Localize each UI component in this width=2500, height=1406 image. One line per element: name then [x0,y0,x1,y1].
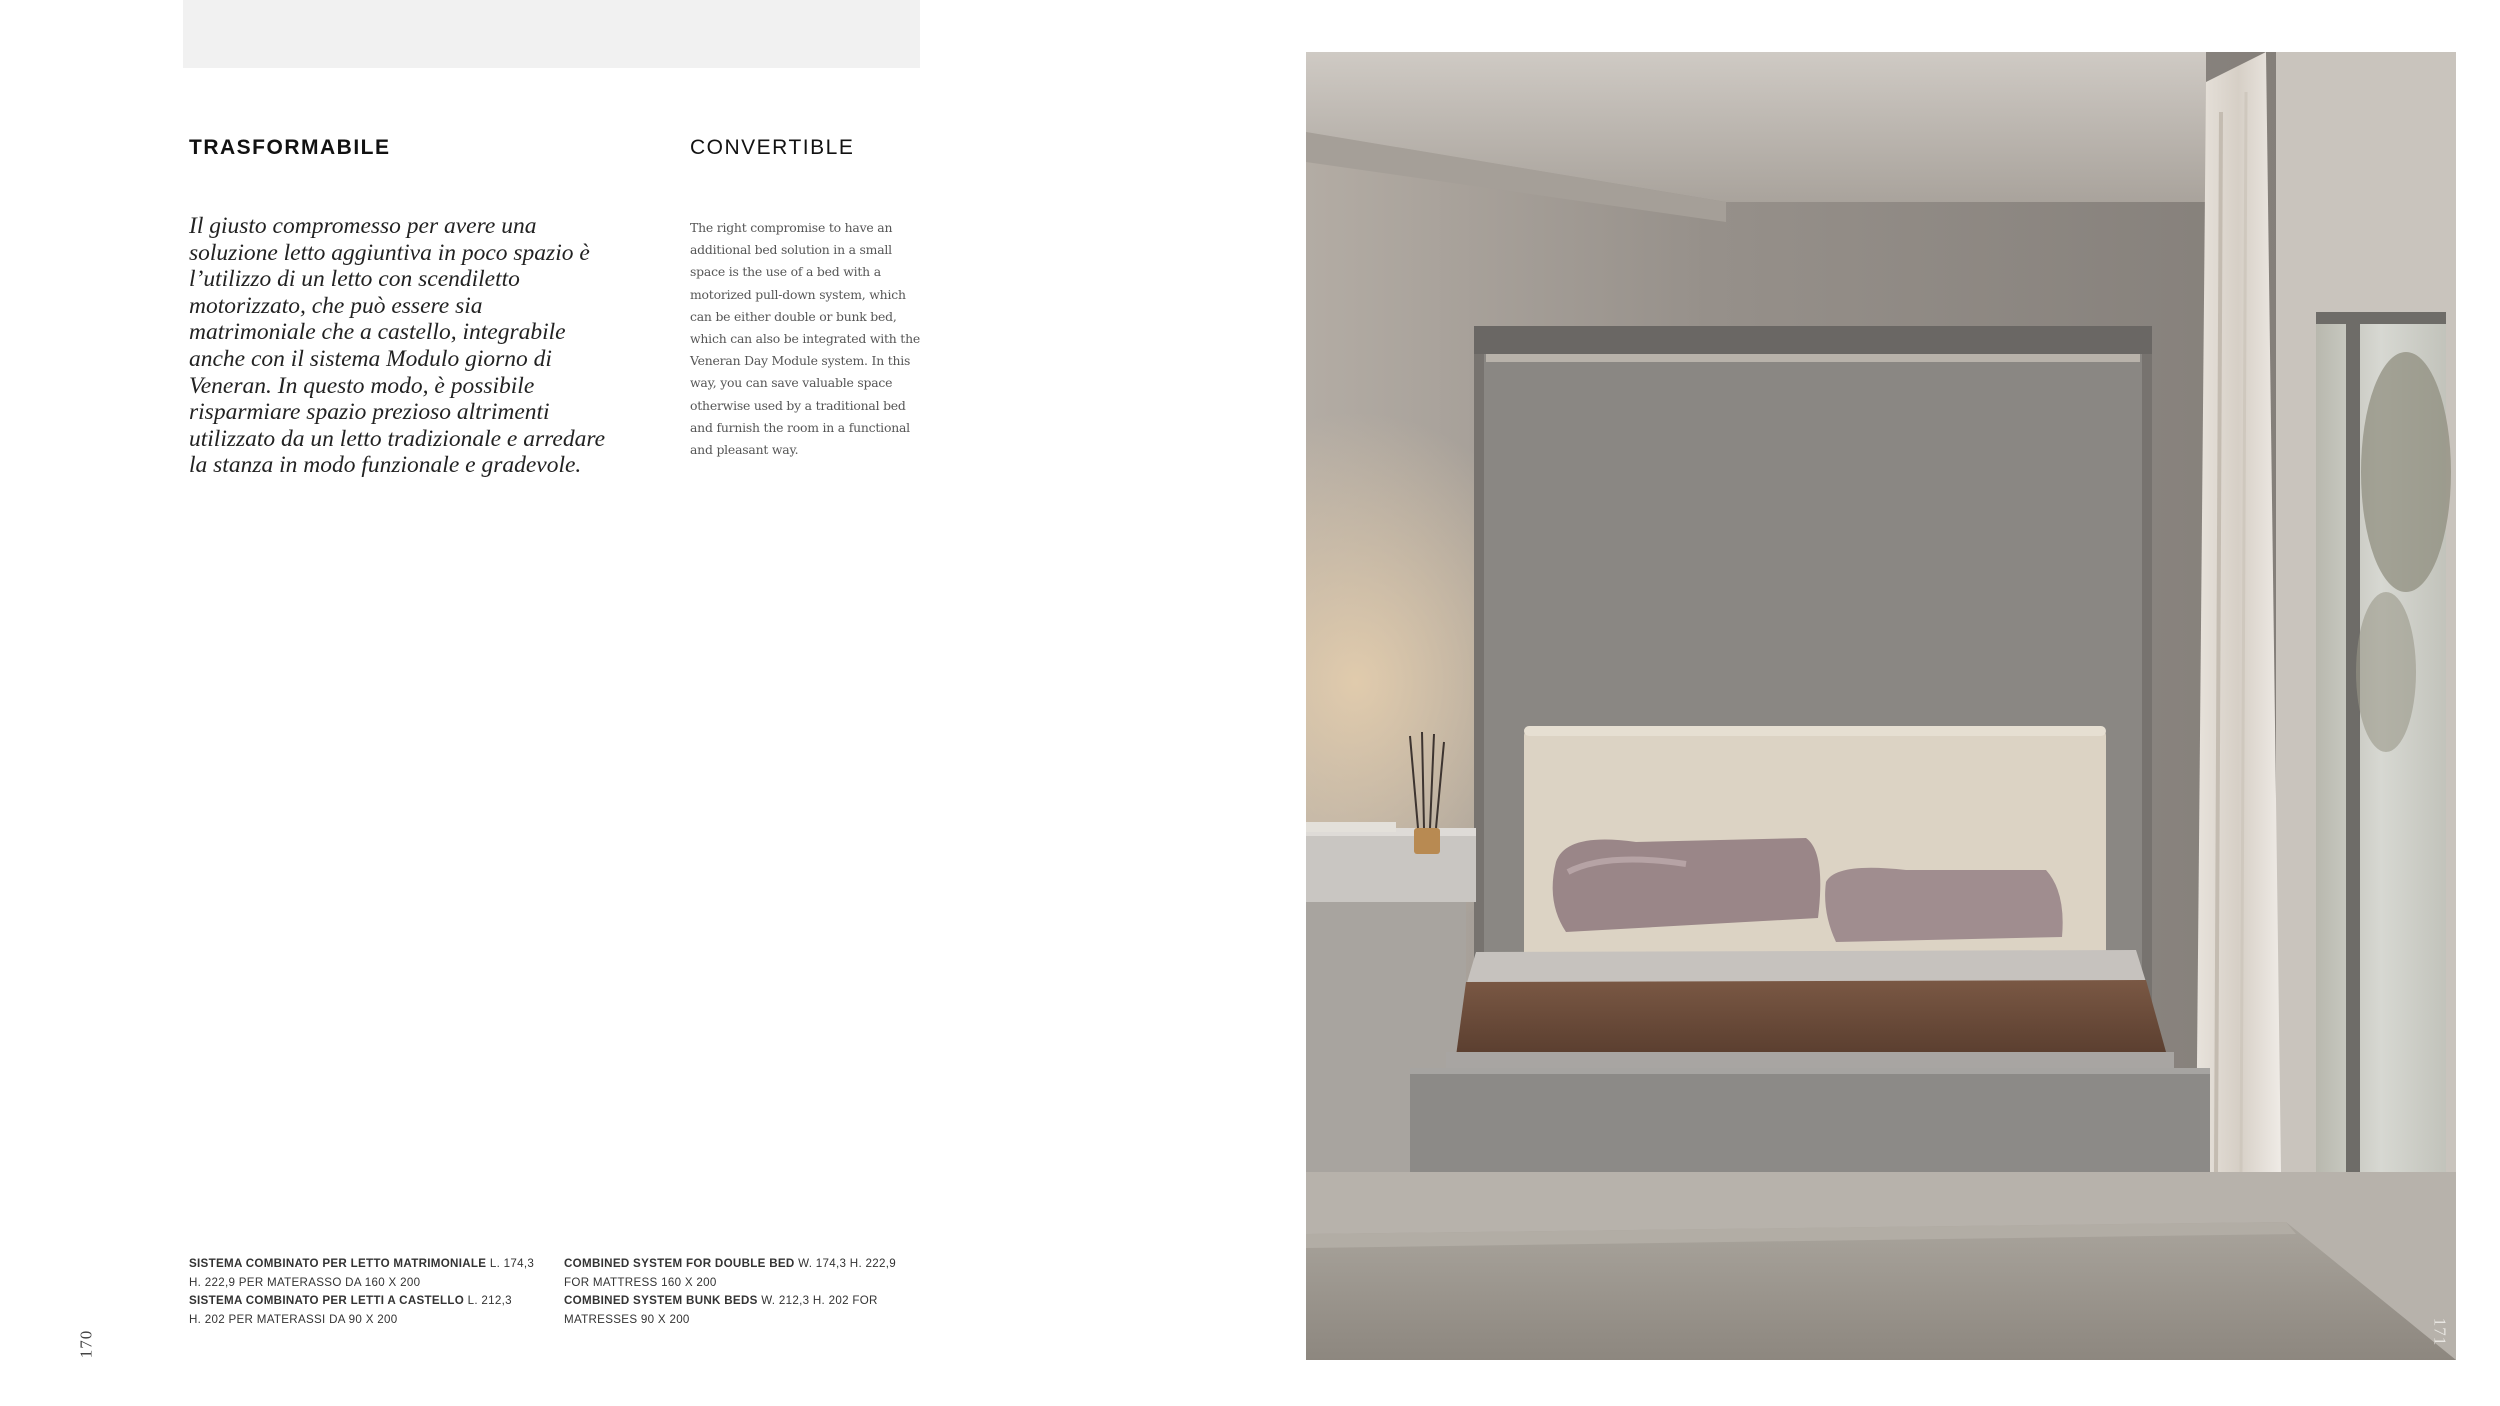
page-number-right: 171 [2430,1317,2450,1347]
top-band [183,0,920,68]
spec-line: H. 222,9 PER MATERASSO DA 160 X 200 [189,1275,421,1289]
spec-label: SISTEMA COMBINATO PER LETTI A CASTELLO [189,1294,465,1308]
spec-label: COMBINED SYSTEM FOR DOUBLE BED [564,1257,795,1270]
heading-italian: TRASFORMABILE [189,136,391,159]
body-text-italian: Il giusto compromesso per avere una soluzione letto aggiuntiva in poco spazio è l’utilizzo di un letto con scendiletto motorizzato, che può essere sia matrimoniale che a castello, integrabile anche con il sistema Modulo giorno di Veneran. In questo modo, è possibile risparmiare spazio prezioso altrimenti utilizzato da un letto tradizionale e arredare la stanza in modo funzionale e gradevole. [189,213,606,479]
spec-line [189,1255,534,1274]
spec-line [564,1255,896,1274]
spec-value: L. 212,3 [464,1294,512,1308]
page-number-left: 170 [76,1329,96,1359]
spec-label: SISTEMA COMBINATO PER LETTO MATRIMONIALE [189,1257,487,1270]
spec-line: MATRESSES 90 X 200 [564,1312,690,1326]
bedroom-photo [1306,52,2456,1360]
heading-english: CONVERTIBLE [690,136,855,159]
spec-line: H. 202 PER MATERASSI DA 90 X 200 [189,1312,398,1326]
spec-value: W. 212,3 H. 202 FOR [757,1294,878,1308]
body-text-english: The right compromise to have an additional bed solution in a small space is the use of a bed with a motorized pull-down system, which can be either double or bunk bed, which can also be integrated with the Veneran Day Module system. In this way, you can save valuable space otherwise used by a traditional bed and furnish the room in a functional and pleasant way. [690,220,921,458]
spec-value: W. 174,3 H. 222,9 [794,1257,897,1270]
spec-line [189,1292,534,1311]
specs-italian [189,1255,534,1329]
spec-value: L. 174,3 [486,1257,535,1270]
spec-label: COMBINED SYSTEM BUNK BEDS [564,1294,758,1308]
spec-line [564,1292,896,1311]
spec-line: FOR MATTRESS 160 X 200 [564,1275,717,1289]
bedroom-illustration [1306,52,2456,1360]
specs-english [564,1255,896,1329]
